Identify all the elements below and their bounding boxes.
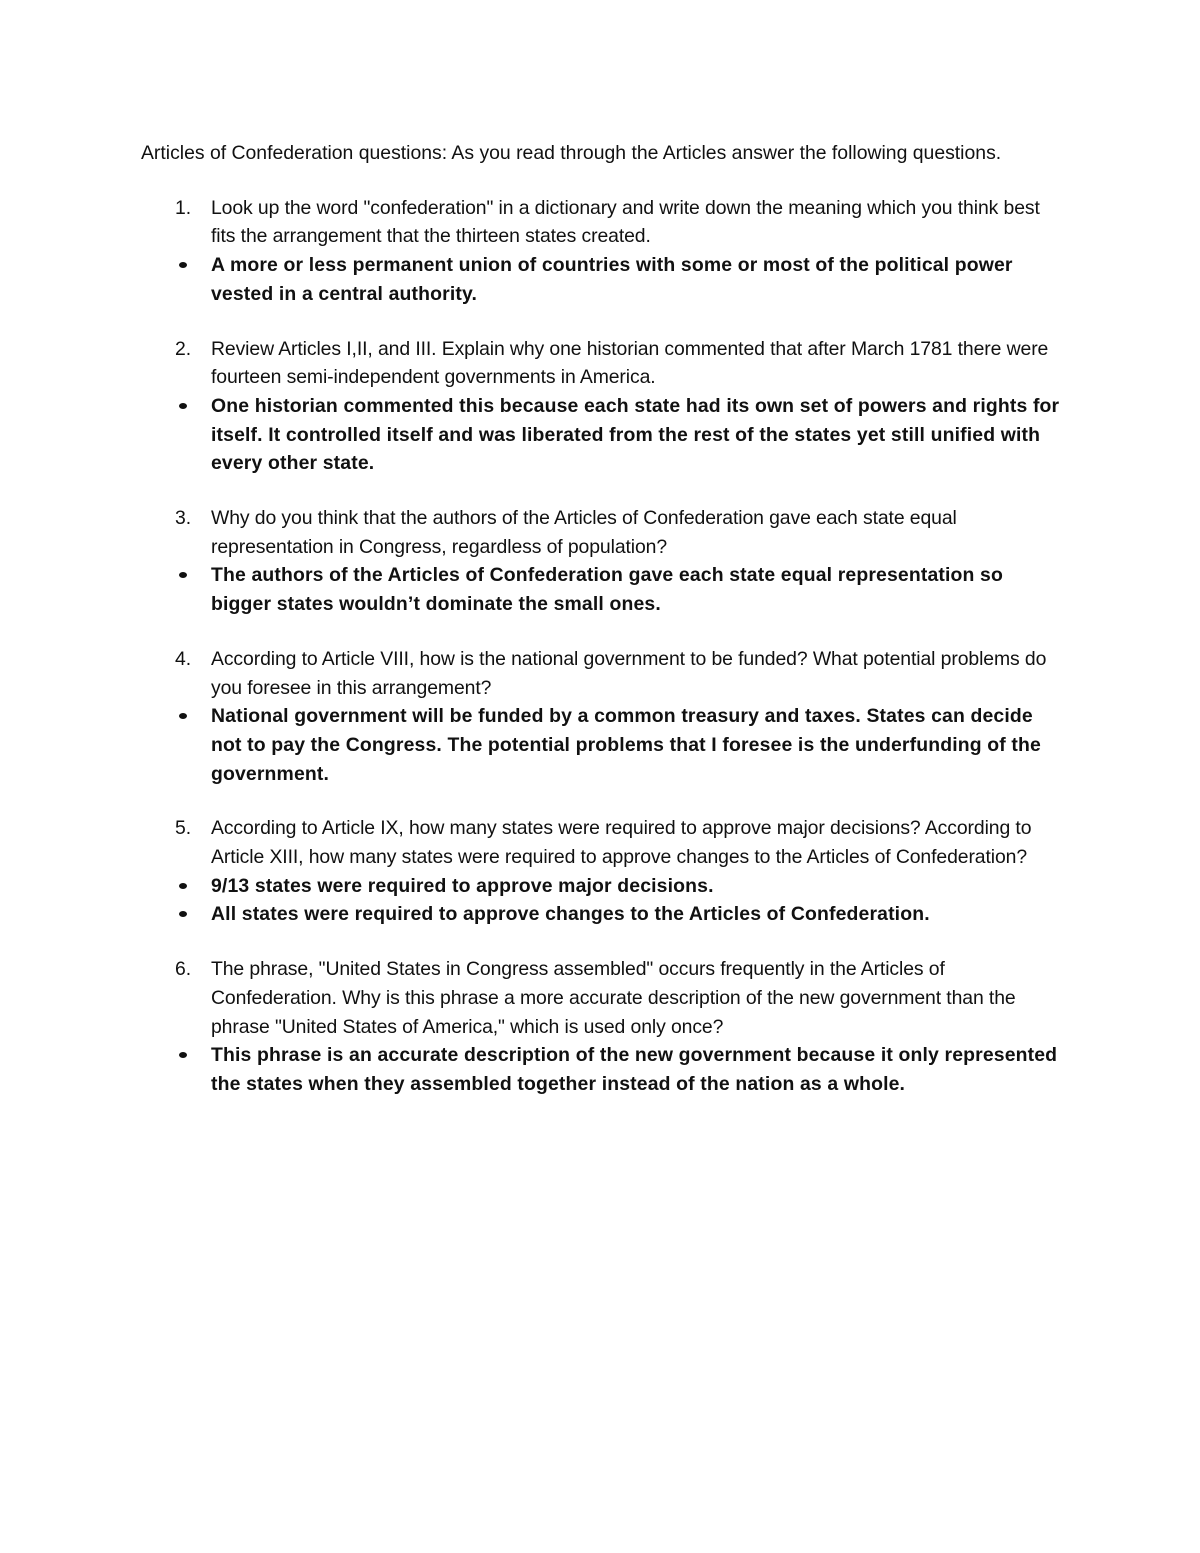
question-item <box>141 814 1061 929</box>
question-number: 6. <box>175 958 192 981</box>
bullet-icon <box>141 392 211 421</box>
question-number: 1. <box>175 196 192 219</box>
question-number: 2. <box>175 337 192 360</box>
answer-item <box>141 251 1061 308</box>
question-number: 3. <box>175 507 192 530</box>
question-number: 4. <box>175 647 192 670</box>
answer-list <box>141 561 1061 618</box>
answer-text: A more or less permanent union of countries with some or most of the political power vested in a central authority. <box>211 254 1013 305</box>
question-text: According to Article VIII, how is the national government to be funded? What potential problems do you foresee in this arrangement? <box>211 647 1047 699</box>
question-text: The phrase, "United States in Congress assembled" occurs frequently in the Articles of Confederation. Why is this phrase a more accurate description of the new government than the phrase "United States of America," which is used only once? <box>211 958 1016 1038</box>
bullet-icon <box>141 900 211 929</box>
answer-item <box>141 1041 1061 1098</box>
question-text: According to Article IX, how many states were required to approve major decisions? According to Article XIII, how many states were required to approve changes to the Articles of Confederation? <box>211 817 1032 869</box>
question-item <box>141 504 1061 619</box>
question-text: Why do you think that the authors of the Articles of Confederation gave each state equal representation in Congress, regardless of population? <box>211 507 957 558</box>
answer-text: The authors of the Articles of Confederation gave each state equal representation so bigger states wouldn’t dominate the small ones. <box>211 564 1003 616</box>
answer-item <box>141 900 1061 929</box>
bullet-icon <box>141 561 211 590</box>
question-item <box>141 955 1061 1099</box>
question-item <box>141 194 1061 309</box>
intro-text: Articles of Confederation questions: As you read through the Articles answer the following questions. <box>141 142 1002 164</box>
question-number: 5. <box>175 817 192 840</box>
question-row <box>141 645 1061 702</box>
answer-text: This phrase is an accurate description of the new government because it only represented the states when they assembled together instead of the nation as a whole. <box>211 1044 1058 1095</box>
bullet-icon <box>141 251 211 280</box>
question-list <box>141 194 1061 1099</box>
bullet-icon <box>141 702 211 731</box>
question-row <box>141 955 1061 1041</box>
answer-item <box>141 561 1061 618</box>
answer-text: One historian commented this because each state had its own set of powers and rights for itself. It controlled itself and was liberated from the rest of the states yet still unified with every other state. <box>211 394 1060 475</box>
answer-item <box>141 392 1061 478</box>
answer-list <box>141 392 1061 478</box>
answer-item <box>141 702 1061 788</box>
answer-list <box>141 251 1061 308</box>
bullet-icon <box>141 872 211 901</box>
document-content <box>141 139 1061 1125</box>
question-text: Review Articles I,II, and III. Explain why one historian commented that after March 1781 there were fourteen semi-independent governments in America. <box>211 337 1049 389</box>
answer-text: National government will be funded by a common treasury and taxes. States can decide not to pay the Congress. The potential problems that I foresee is the underfunding of the government. <box>211 705 1041 785</box>
question-row <box>141 194 1061 251</box>
answer-list <box>141 872 1061 929</box>
answer-text: 9/13 states were required to approve major decisions. <box>211 874 714 897</box>
question-item <box>141 645 1061 789</box>
answer-text: All states were required to approve changes to the Articles of Confederation. <box>211 903 930 926</box>
question-text: Look up the word "confederation" in a dictionary and write down the meaning which you think best fits the arrangement that the thirteen states created. <box>211 196 1040 248</box>
question-item <box>141 335 1061 479</box>
answer-list <box>141 1041 1061 1098</box>
question-row <box>141 504 1061 561</box>
bullet-icon <box>141 1041 211 1070</box>
answer-item <box>141 872 1061 901</box>
answer-list <box>141 702 1061 788</box>
question-row <box>141 814 1061 871</box>
question-row <box>141 335 1061 392</box>
